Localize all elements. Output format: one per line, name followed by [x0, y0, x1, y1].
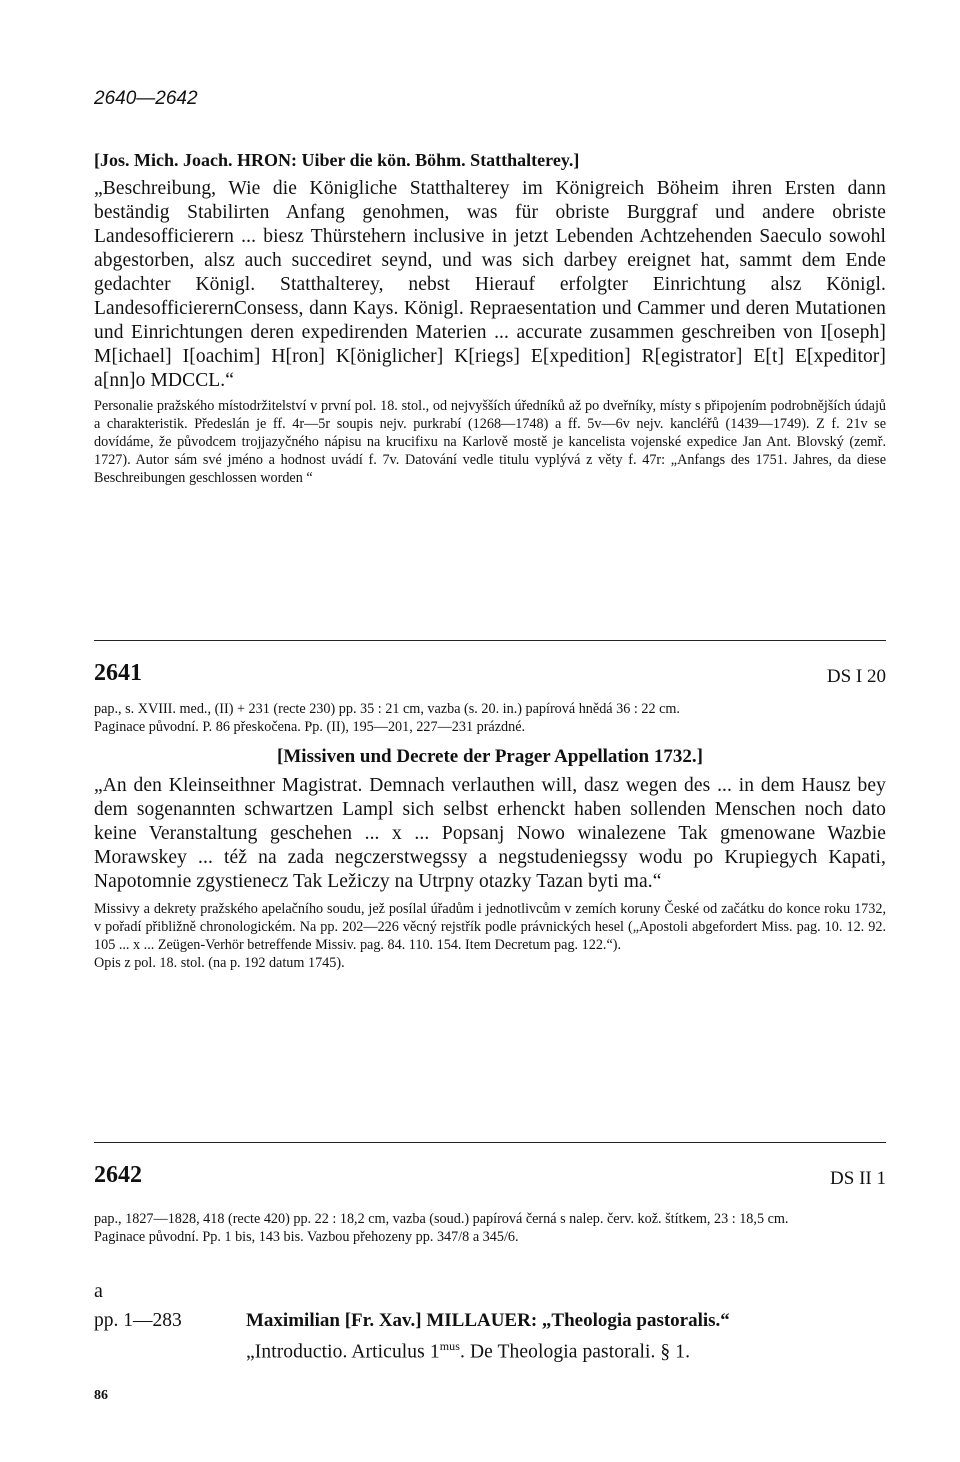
- physical-description: pap., s. XVIII. med., (II) + 231 (recte 230) pp. 35 : 21 cm, vazba (s. 20. in.) papírová hnědá 36 : 22 cm.: [94, 701, 680, 717]
- entry-quote: „Beschreibung, Wie die Königliche Statthalterey im Königreich Böheim ihren Ersten dann beständig Stabilirten Anfang genohmen, was für obriste Burggraf und andere obriste Landesofficierern ... biesz Thürstehern inclusive in jetzt Lebenden Achtzehenden Saeculo sowohl abgestorben, alsz auch succediret seynd, und was sich darbey ereignet hat, sammt dem Ende gedachter Königl. Statthalterey, nebst Hierauf erfolgter Einrichtung alsz Königl. LandesofficierernConsess, dann Kays. Königl. Repraesentation und Cammer und deren Mutationen und Einrichtungen deren expedirenden Materien ... accurate zusammen geschreiben von I[oseph] M[ichael] I[oachim] H[ron] K[öniglicher] K[riegs] E[xpedition] R[egistrator] E[t] E[xpeditor] a[nn]o MDCCL.“: [94, 178, 886, 391]
- divider: [94, 640, 886, 641]
- entry-note: Missivy a dekrety pražského apelačního soudu, jež posílal úřadům i jednotlivcům v zemích koruny České od začátku do konce roku 1732, v pořadí přibližně chronologickém. Na pp. 202—226 věcný rejstřík podle právnických hesel („Apostoli abgefordert Miss. pag. 10. 12. 92. 105 ... x ... Zeügen-Verhör betreffende Missiv. pag. 84. 110. 154. Item Decretum pag. 122.“).: [94, 901, 886, 953]
- entry-number: 2641: [94, 660, 142, 686]
- shelfmark: DS I 20: [826, 666, 886, 687]
- running-head: 2640—2642: [94, 88, 198, 109]
- entry-2641-head: [94, 660, 886, 690]
- pagination-note: Paginace původní. P. 86 přeskočena. Pp. (II), 195—201, 227—231 prázdné.: [94, 719, 526, 735]
- part-quote-a: „Introductio. Articulus 1: [246, 1341, 440, 1363]
- pagination-note: Paginace původní. Pp. 1 bis, 143 bis. Vazbou přehozeny pp. 347/8 a 345/6.: [94, 1229, 519, 1245]
- entry-title: [Missiven und Decrete der Prager Appellation 1732.]: [277, 746, 703, 767]
- folio-number: 86: [94, 1388, 108, 1403]
- part-pages: pp. 1—283: [94, 1310, 182, 1331]
- entry-2641: [94, 700, 886, 972]
- part-quote-b: . De Theologia pastorali. § 1.: [460, 1341, 691, 1363]
- divider: [94, 1142, 886, 1143]
- entry-2640: [94, 150, 886, 487]
- entry-2642: [94, 1210, 886, 1246]
- part-letter: a: [94, 1280, 103, 1302]
- part-quote-sup: mus: [439, 1339, 460, 1353]
- entry-2642-head: [94, 1162, 886, 1192]
- part-entry: [246, 1310, 886, 1365]
- copy-note: Opis z pol. 18. stol. (na p. 192 datum 1745).: [94, 955, 345, 971]
- shelfmark: DS II 1: [830, 1168, 886, 1189]
- physical-description: pap., 1827—1828, 418 (recte 420) pp. 22 : 18,2 cm, vazba (soud.) papírová černá s nalep. červ. kož. štítkem, 23 : 18,5 cm.: [94, 1211, 789, 1227]
- part-title: Maximilian [Fr. Xav.] MILLAUER: „Theologia pastoralis.“: [246, 1310, 730, 1331]
- entry-number: 2642: [94, 1162, 142, 1188]
- entry-quote: „An den Kleinseithner Magistrat. Demnach verlauthen will, dasz wegen des ... in dem Hausz bey dem sogenannten schwartzen Lampl sich selbst erhenckt haben sollenden Menschen noch dato keine Veranstaltung geschehen ... x ... Popsanj Nowo winalezene Tak gmenowane Wazbie Morawskey ... též na zada negczerstwegssy a negstudeniegssy wodu po Krupiegych Kapati, Napotomnie zgystienecz Tak Ležiczy na Utrpny otazky Tazan byti ma.“: [94, 775, 886, 892]
- entry-note: Personalie pražského místodržitelství v první pol. 18. stol., od nejvyšších úředníků až po dveřníky, místy s připojením podrobnějších údajů a charakteristik. Předeslán je ff. 4r—5r soupis nejv. purkrabí (1268—1748) a ff. 5v—6v nejv. kancléřů (1439—1749). Z f. 21v se dovídáme, že původcem trojjazyčného nápisu na krucifixu na Karlově mostě je kancelista vojenské expedice Jan Ant. Blovský (zemř. 1727). Autor sám své jméno a hodnost uvádí f. 7v. Datování vedle titulu vyplývá z věty f. 47r: „Anfangs des 1751. Jahres, da diese Beschreibungen geschlossen worden “: [94, 398, 886, 486]
- entry-title: [Jos. Mich. Joach. HRON: Uiber die kön. Böhm. Statthalterey.]: [94, 150, 580, 170]
- part-quote: [246, 1334, 886, 1365]
